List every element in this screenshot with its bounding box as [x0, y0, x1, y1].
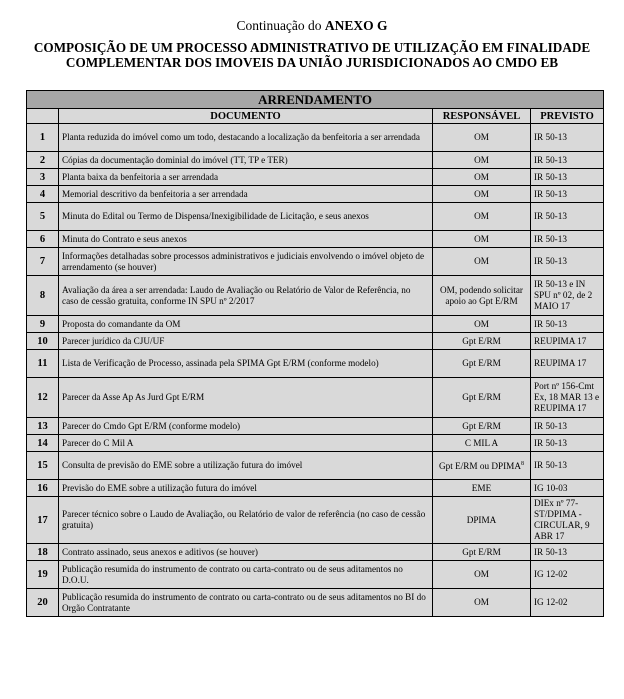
- table-row: [27, 497, 604, 544]
- row-planned-text: IR 50-13: [534, 233, 567, 244]
- row-number: [27, 350, 59, 378]
- row-document-text: Planta baixa da benfeitoria a ser arrendada: [62, 171, 219, 182]
- table-row: [27, 561, 604, 589]
- row-responsible: [433, 231, 531, 248]
- table-row: [27, 152, 604, 169]
- row-planned-text: IR 50-13: [534, 211, 567, 221]
- row-number-text: 14: [37, 437, 48, 449]
- row-number: [27, 497, 59, 544]
- row-document-text: Parecer técnico sobre o Laudo de Avaliação, ou Relatório de valor de referência (no caso de cessão gratuita): [62, 509, 426, 530]
- row-planned: [531, 435, 604, 452]
- row-responsible: [433, 544, 531, 561]
- row-number-text: 2: [39, 154, 46, 166]
- row-planned-text: IR 50-13: [534, 256, 567, 266]
- row-planned-text: REUPIMA 17: [534, 335, 587, 346]
- row-document: [59, 497, 433, 544]
- row-document-text: Contrato assinado, seus anexos e aditivos (se houver): [62, 546, 258, 557]
- row-responsible-text: OM: [474, 256, 489, 266]
- row-planned: [531, 124, 604, 152]
- row-planned: [531, 378, 604, 418]
- row-responsible: [433, 378, 531, 418]
- row-number-text: 9: [39, 318, 46, 330]
- column-header-number: [27, 109, 59, 124]
- row-responsible: [433, 152, 531, 169]
- row-responsible: [433, 589, 531, 617]
- row-document: [59, 231, 433, 248]
- row-number-text: 18: [37, 546, 48, 558]
- row-responsible-text: OM: [474, 211, 489, 221]
- row-planned: [531, 186, 604, 203]
- row-document-text: Minuta do Edital ou Termo de Dispensa/Inexigibilidade de Licitação, e seus anexos: [62, 211, 369, 221]
- row-document: [59, 169, 433, 186]
- row-document-text: Parecer da Asse Ap As Jurd Gpt E/RM: [62, 392, 205, 402]
- table-row: [27, 378, 604, 418]
- row-number-text: 12: [37, 392, 48, 403]
- row-document: [59, 248, 433, 276]
- row-document: [59, 186, 433, 203]
- row-planned-text: IR 50-13: [534, 132, 567, 142]
- row-number-text: 1: [39, 132, 46, 143]
- row-responsible: [433, 480, 531, 497]
- row-document-text: Informações detalhadas sobre processos administrativos e judiciais envolvendo o imóvel objeto de arrendamento (se houver): [62, 250, 425, 272]
- row-responsible-text: OM: [474, 188, 489, 199]
- row-number: [27, 124, 59, 152]
- row-document: [59, 452, 433, 480]
- row-document-text: Parecer do Cmdo Gpt E/RM (conforme modelo): [62, 420, 241, 431]
- row-number: [27, 231, 59, 248]
- row-responsible-text: OM: [474, 569, 489, 579]
- table-row: [27, 124, 604, 152]
- row-planned-text: IR 50-13: [534, 154, 567, 165]
- row-responsible: [433, 418, 531, 435]
- row-number-text: 11: [37, 358, 48, 369]
- row-number-text: 4: [39, 188, 46, 200]
- row-responsible-text: OM: [474, 132, 489, 142]
- row-document: [59, 418, 433, 435]
- row-planned-text: IG 12-02: [534, 569, 568, 579]
- row-planned-text: IR 50-13: [534, 318, 567, 329]
- row-document-text: Avaliação da área a ser arrendada: Laudo de Avaliação ou Relatório de Valor de Referência, no caso de cessão gratuita, conforme IN SPU nº 2/2017: [62, 284, 411, 306]
- row-document-text: Parecer do C Mil A: [62, 437, 134, 448]
- row-responsible: [433, 333, 531, 350]
- row-responsible-text: Gpt E/RM ou DPIMA: [439, 461, 521, 472]
- column-header-planned: PREVISTO: [531, 109, 604, 124]
- table-row: [27, 350, 604, 378]
- row-number-text: 19: [37, 569, 48, 580]
- row-document: [59, 316, 433, 333]
- row-planned-text: IR 50-13: [534, 437, 567, 448]
- row-planned: [531, 203, 604, 231]
- row-document-text: Consulta de previsão do EME sobre a utilização futura do imóvel: [62, 460, 303, 470]
- row-number-text: 13: [37, 420, 48, 432]
- row-number: [27, 418, 59, 435]
- row-responsible: [433, 186, 531, 203]
- document-title: [0, 40, 624, 70]
- row-planned-text: IR 50-13: [534, 420, 567, 431]
- row-responsible-text: Gpt E/RM: [462, 546, 501, 557]
- row-number-text: 17: [37, 514, 48, 526]
- row-document: [59, 544, 433, 561]
- row-planned-text: IR 50-13: [534, 171, 567, 182]
- row-document: [59, 333, 433, 350]
- table-row: [27, 248, 604, 276]
- row-responsible: [433, 316, 531, 333]
- table-row: [27, 589, 604, 617]
- row-number: [27, 169, 59, 186]
- row-number: [27, 333, 59, 350]
- row-document-text: Parecer jurídico da CJU/UF: [62, 335, 165, 346]
- row-planned: [531, 418, 604, 435]
- row-responsible-text: Gpt E/RM: [462, 335, 501, 346]
- requirements-table: [26, 90, 604, 617]
- row-document: [59, 561, 433, 589]
- row-planned: [531, 452, 604, 480]
- table-row: [27, 333, 604, 350]
- column-header-responsible: RESPONSÁVEL: [433, 109, 531, 124]
- row-planned-text: Port nº 156-Cmt Ex, 18 MAR 13 e REUPIMA 17: [534, 381, 600, 413]
- annex-label: ANEXO G: [324, 18, 388, 33]
- row-planned: [531, 276, 604, 316]
- row-responsible-text: OM: [474, 233, 489, 244]
- row-responsible-text: Gpt E/RM: [462, 358, 501, 368]
- table-row: [27, 480, 604, 497]
- table-row: [27, 435, 604, 452]
- row-responsible: [433, 435, 531, 452]
- row-planned: [531, 333, 604, 350]
- row-number: [27, 480, 59, 497]
- row-number-text: 20: [37, 597, 48, 608]
- row-planned-text: IR 50-13: [534, 460, 567, 470]
- column-header-document: DOCUMENTO: [59, 109, 433, 124]
- row-responsible: [433, 169, 531, 186]
- table-row: [27, 316, 604, 333]
- row-responsible-text: Gpt E/RM: [462, 392, 501, 402]
- row-planned: [531, 589, 604, 617]
- row-number: [27, 203, 59, 231]
- row-number: [27, 589, 59, 617]
- row-document: [59, 124, 433, 152]
- row-planned-text: REUPIMA 17: [534, 358, 587, 368]
- row-number: [27, 561, 59, 589]
- row-planned: [531, 497, 604, 544]
- row-planned: [531, 231, 604, 248]
- row-document: [59, 435, 433, 452]
- row-planned: [531, 152, 604, 169]
- row-planned: [531, 169, 604, 186]
- row-responsible: [433, 276, 531, 316]
- row-responsible: [433, 452, 531, 480]
- row-number-text: 7: [39, 256, 46, 267]
- row-document: [59, 589, 433, 617]
- table-row: [27, 169, 604, 186]
- row-number-text: 5: [39, 211, 46, 222]
- table-row: [27, 231, 604, 248]
- row-number: [27, 186, 59, 203]
- row-responsible: [433, 124, 531, 152]
- table-row: [27, 544, 604, 561]
- table-row: [27, 203, 604, 231]
- row-number: [27, 544, 59, 561]
- row-document-text: Planta reduzida do imóvel como um todo, destacando a localização da benfeitoria a ser arrendada: [62, 132, 420, 142]
- row-planned: [531, 248, 604, 276]
- row-responsible-text: OM, podendo solicitar apoio ao Gpt E/RM: [440, 284, 523, 306]
- row-number-text: 6: [39, 233, 46, 245]
- row-number: [27, 248, 59, 276]
- section-title: ARRENDAMENTO: [27, 91, 604, 109]
- row-document-text: Lista de Verificação de Processo, assinada pela SPIMA Gpt E/RM (conforme modelo): [62, 358, 379, 368]
- row-planned: [531, 480, 604, 497]
- row-document-text: Publicação resumida do instrumento de contrato ou carta-contrato ou de seus aditamentos no D.O.U.: [62, 563, 403, 585]
- row-planned-text: DIEx nº 77-ST/DPIMA - CIRCULAR, 9 ABR 17: [534, 498, 590, 541]
- row-number: [27, 152, 59, 169]
- row-document-text: Minuta do Contrato e seus anexos: [62, 233, 187, 244]
- row-responsible: [433, 203, 531, 231]
- row-number-text: 16: [37, 482, 48, 494]
- row-planned: [531, 561, 604, 589]
- row-responsible-text: OM: [474, 597, 489, 607]
- row-planned-text: IG 10-03: [534, 482, 568, 493]
- row-number-text: 3: [39, 171, 46, 183]
- table-body: [27, 124, 604, 617]
- row-document: [59, 203, 433, 231]
- row-document-text: Memorial descritivo da benfeitoria a ser arrendada: [62, 188, 248, 199]
- row-number: [27, 452, 59, 480]
- row-responsible-text: OM: [474, 154, 489, 165]
- row-planned: [531, 544, 604, 561]
- table-row: [27, 276, 604, 316]
- row-responsible: [433, 248, 531, 276]
- continuation-prefix: Continuação do: [236, 18, 325, 33]
- row-number: [27, 378, 59, 418]
- row-responsible-text: Gpt E/RM: [462, 420, 501, 431]
- table-row: [27, 186, 604, 203]
- row-document-text: Proposta do comandante da OM: [62, 318, 181, 329]
- row-responsible: [433, 350, 531, 378]
- row-document-text: Publicação resumida do instrumento de contrato ou carta-contrato ou de seus aditamentos no BI do Orgão Contratante: [62, 591, 426, 613]
- row-document: [59, 152, 433, 169]
- row-number-text: 15: [37, 460, 48, 471]
- row-responsible-text: DPIMA: [466, 514, 497, 525]
- row-document-text: Cópias da documentação dominial do imóvel (TT, TP e TER): [62, 154, 288, 165]
- row-planned-text: IR 50-13: [534, 188, 567, 199]
- row-responsible-text: EME: [471, 482, 492, 493]
- row-responsible-text: OM: [474, 171, 489, 182]
- table-row: [27, 418, 604, 435]
- row-number: [27, 435, 59, 452]
- row-document: [59, 480, 433, 497]
- row-document: [59, 350, 433, 378]
- row-responsible: [433, 561, 531, 589]
- row-planned-text: IR 50-13 e IN SPU nº 02, de 2 MAIO 17: [534, 279, 593, 311]
- row-responsible-text: OM: [474, 318, 489, 329]
- title-line-1: COMPOSIÇÃO DE UM PROCESSO ADMINISTRATIVO DE UTILIZAÇÃO EM FINALIDADE: [33, 40, 591, 55]
- row-document: [59, 378, 433, 418]
- row-document-text: Previsão do EME sobre a utilização futura do imóvel: [62, 482, 257, 493]
- row-document: [59, 276, 433, 316]
- title-line-2: COMPLEMENTAR DOS IMOVEIS DA UNIÃO JURISDICIONADOS AO CMDO EB: [65, 55, 559, 70]
- row-planned: [531, 350, 604, 378]
- row-responsible: [433, 497, 531, 544]
- row-responsible-text: C MIL A: [464, 437, 499, 448]
- row-number: [27, 276, 59, 316]
- row-planned: [531, 316, 604, 333]
- footnote-marker: 8: [520, 460, 524, 467]
- continuation-line: [0, 18, 624, 34]
- row-number-text: 10: [37, 335, 48, 347]
- row-number: [27, 316, 59, 333]
- row-planned-text: IG 12-02: [534, 597, 568, 607]
- row-number-text: 8: [39, 290, 46, 301]
- row-planned-text: IR 50-13: [534, 546, 567, 557]
- table-row: [27, 452, 604, 480]
